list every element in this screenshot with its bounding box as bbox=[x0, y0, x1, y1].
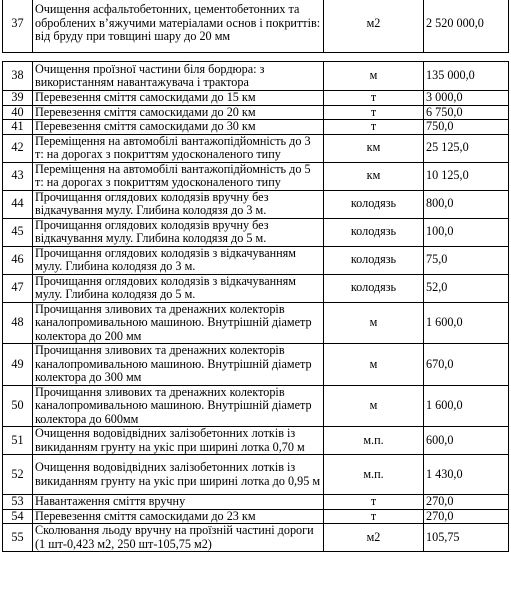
work-description: Перевезення сміття самоскидами до 23 км bbox=[33, 509, 324, 524]
row-number: 49 bbox=[3, 344, 33, 386]
unit-of-measure: м bbox=[324, 302, 424, 344]
row-number: 47 bbox=[3, 274, 33, 302]
row-number: 54 bbox=[3, 509, 33, 524]
work-description: Прочищання оглядових колодязів вручну без відкачування мулу. Глибина колодязя до 3 м. bbox=[33, 190, 324, 218]
table-row bbox=[3, 274, 509, 302]
quantity-value: 2 520 000,0 bbox=[424, 0, 509, 53]
unit-of-measure: м2 bbox=[324, 0, 424, 53]
table-row bbox=[3, 509, 509, 524]
row-number: 38 bbox=[3, 62, 33, 91]
works-table bbox=[2, 61, 509, 552]
work-description: Очищення водовідвідних залізобетонних лотків із викиданням грунту на укіс при ширині лотка 0,70 м bbox=[33, 427, 324, 455]
unit-of-measure: км bbox=[324, 162, 424, 190]
row-number: 45 bbox=[3, 218, 33, 246]
quantity-value: 1 430,0 bbox=[424, 455, 509, 495]
quantity-value: 270,0 bbox=[424, 495, 509, 510]
quantity-value: 1 600,0 bbox=[424, 385, 509, 427]
row-number: 43 bbox=[3, 162, 33, 190]
table-row bbox=[3, 455, 509, 495]
table-row bbox=[3, 0, 509, 53]
table-row bbox=[3, 344, 509, 386]
row-number: 37 bbox=[3, 0, 33, 53]
quantity-value: 100,0 bbox=[424, 218, 509, 246]
table-row bbox=[3, 62, 509, 91]
row-number: 40 bbox=[3, 105, 33, 120]
work-description: Перевезення сміття самоскидами до 30 км bbox=[33, 120, 324, 135]
row-number: 53 bbox=[3, 495, 33, 510]
work-description: Прочищання оглядових колодязів з відкачуванням мулу. Глибина колодязя до 3 м. bbox=[33, 246, 324, 274]
unit-of-measure: м bbox=[324, 62, 424, 91]
table-row bbox=[3, 218, 509, 246]
unit-of-measure: м bbox=[324, 344, 424, 386]
row-number: 44 bbox=[3, 190, 33, 218]
table-row bbox=[3, 105, 509, 120]
unit-of-measure: т bbox=[324, 120, 424, 135]
work-description: Очищення водовідвідних залізобетонних лотків із викиданням грунту на укіс при ширині лотка до 0,95 м bbox=[33, 455, 324, 495]
unit-of-measure: м.п. bbox=[324, 455, 424, 495]
unit-of-measure: т bbox=[324, 509, 424, 524]
unit-of-measure: колодязь bbox=[324, 246, 424, 274]
unit-of-measure: т bbox=[324, 105, 424, 120]
unit-of-measure: м bbox=[324, 385, 424, 427]
unit-of-measure: м.п. bbox=[324, 427, 424, 455]
row-number: 51 bbox=[3, 427, 33, 455]
row-number: 42 bbox=[3, 134, 33, 162]
work-description: Очищення проїзної частини біля бордюра: з використанням навантажувача і трактора bbox=[33, 62, 324, 91]
table-row bbox=[3, 427, 509, 455]
unit-of-measure: колодязь bbox=[324, 274, 424, 302]
table-row bbox=[3, 524, 509, 552]
unit-of-measure: км bbox=[324, 134, 424, 162]
table-row bbox=[3, 190, 509, 218]
table-row bbox=[3, 134, 509, 162]
table-row bbox=[3, 162, 509, 190]
table-row bbox=[3, 302, 509, 344]
quantity-value: 10 125,0 bbox=[424, 162, 509, 190]
work-description: Перевезення сміття самоскидами до 15 км bbox=[33, 91, 324, 106]
quantity-value: 25 125,0 bbox=[424, 134, 509, 162]
quantity-value: 75,0 bbox=[424, 246, 509, 274]
row-number: 52 bbox=[3, 455, 33, 495]
unit-of-measure: т bbox=[324, 495, 424, 510]
work-description: Переміщення на автомобілі вантажопідйомність до 3 т: на дорогах з покриттям удосконаленого типу bbox=[33, 134, 324, 162]
unit-of-measure: колодязь bbox=[324, 190, 424, 218]
quantity-value: 135 000,0 bbox=[424, 62, 509, 91]
work-description: Прочищання оглядових колодязів вручну без відкачування мулу. Глибина колодязя до 5 м. bbox=[33, 218, 324, 246]
table-row bbox=[3, 120, 509, 135]
table-row bbox=[3, 91, 509, 106]
work-description: Очищення асфальтобетонних, цементобетонних та оброблених в’яжучими матеріалами основ і покриттів: від бруду при товщині шару до 20 мм bbox=[33, 0, 324, 53]
table-row bbox=[3, 495, 509, 510]
quantity-value: 6 750,0 bbox=[424, 105, 509, 120]
quantity-value: 270,0 bbox=[424, 509, 509, 524]
work-description: Навантаження сміття вручну bbox=[33, 495, 324, 510]
quantity-value: 670,0 bbox=[424, 344, 509, 386]
work-description: Переміщення на автомобілі вантажопідйомність до 5 т: на дорогах з покриттям удосконаленого типу bbox=[33, 162, 324, 190]
work-description: Прочищання зливових та дренажних колекторів каналопромивальною машиною. Внутрішній діаметр колектора до 200 мм bbox=[33, 302, 324, 344]
row-number: 55 bbox=[3, 524, 33, 552]
quantity-value: 1 600,0 bbox=[424, 302, 509, 344]
work-description: Прочищання оглядових колодязів з відкачуванням мулу. Глибина колодязя до 5 м. bbox=[33, 274, 324, 302]
table-row bbox=[3, 246, 509, 274]
unit-of-measure: т bbox=[324, 91, 424, 106]
row-number: 50 bbox=[3, 385, 33, 427]
quantity-value: 3 000,0 bbox=[424, 91, 509, 106]
unit-of-measure: колодязь bbox=[324, 218, 424, 246]
row-number: 46 bbox=[3, 246, 33, 274]
quantity-value: 105,75 bbox=[424, 524, 509, 552]
row-number: 41 bbox=[3, 120, 33, 135]
work-description: Прочищання зливових та дренажних колекторів каналопромивальною машиною. Внутрішній діаметр колектора до 300 мм bbox=[33, 344, 324, 386]
row-number: 48 bbox=[3, 302, 33, 344]
table-row bbox=[3, 385, 509, 427]
work-description: Прочищання зливових та дренажних колекторів каналопромивальною машиною. Внутрішній діаметр колектора до 600мм bbox=[33, 385, 324, 427]
row-number: 39 bbox=[3, 91, 33, 106]
work-description: Сколювання льоду вручну на проїзній частині дороги (1 шт-0,423 м2, 250 шт-105,75 м2) bbox=[33, 524, 324, 552]
quantity-value: 600,0 bbox=[424, 427, 509, 455]
quantity-value: 52,0 bbox=[424, 274, 509, 302]
work-description: Перевезення сміття самоскидами до 20 км bbox=[33, 105, 324, 120]
quantity-value: 750,0 bbox=[424, 120, 509, 135]
quantity-value: 800,0 bbox=[424, 190, 509, 218]
works-table-top bbox=[2, 0, 509, 53]
page-break-gap bbox=[0, 53, 511, 61]
unit-of-measure: м2 bbox=[324, 524, 424, 552]
